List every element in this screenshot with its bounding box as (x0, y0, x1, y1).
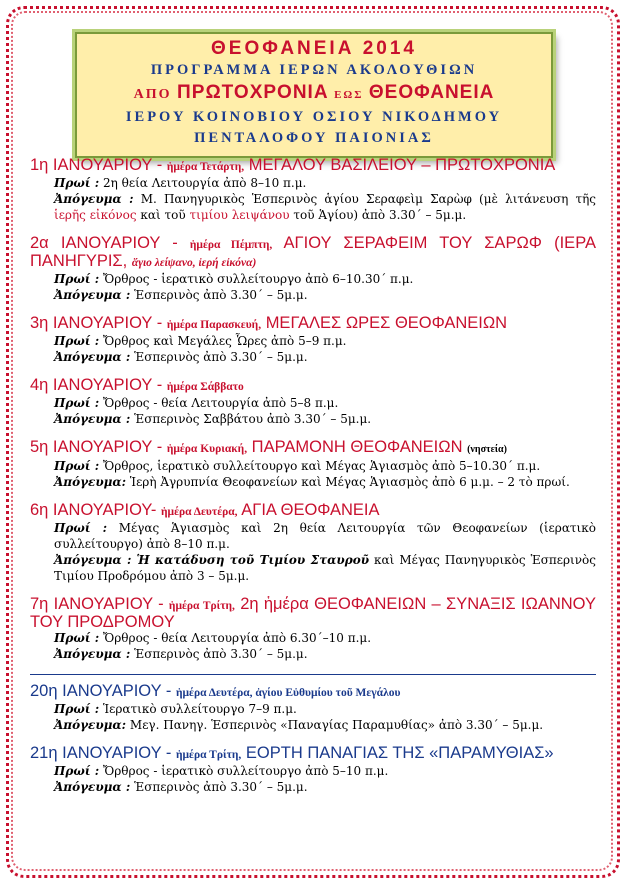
afternoon-line: Ἀπόγευμα : Ἑσπερινὸς ἀπὸ 3.30΄ – 5μ.μ. (54, 350, 308, 364)
header-line-range: ΑΠΟ ΠΡΩΤΟΧΡΟΝΙΑ ΕΩΣ ΘΕΟΦΑΝΕΙΑ (133, 82, 495, 103)
header-box (75, 32, 553, 158)
afternoon-line: Ἀπόγευμα : Ἡ κατάδυση τοῦ Τιμίου Σταυροῦ καὶ Μέγας Πανηγυρικὸς Ἑσπερινὸς Τιμίου Προδρόμου ἀπὸ 3 – 5μ.μ. (54, 553, 596, 583)
day-entry (30, 683, 596, 733)
morning-line: Πρωί : Μέγας Ἁγιασμὸς καὶ 2η θεία Λειτουργία τῶν Θεοφανείων (ἱερατικὸ συλλείτουργο) ἀπὸ 8–10 π.μ. (54, 521, 596, 551)
morning-line: Πρωί : Ὄρθρος - ἱερατικὸ συλλείτουργο ἀπὸ 5–10 π.μ. (54, 764, 389, 778)
day-entry (30, 596, 596, 662)
header-line-location: ΠΕΝΤΑΛΟΦΟΥ ΠΑΙΟΝΙΑΣ (194, 130, 434, 146)
afternoon-line: Ἀπόγευμα: Ἱερὴ Ἀγρυπνία Θεοφανείων καὶ Μέγας Ἁγιασμὸς ἀπὸ 6 μ.μ. – 2 τὸ πρωί. (54, 475, 570, 489)
afternoon-line: Ἀπόγευμα: Μεγ. Πανηγ. Ἑσπερινὸς «Παναγίας Παραμυθίας» ἀπὸ 3.30΄ – 5μ.μ. (54, 718, 544, 732)
day-entry (30, 439, 596, 490)
morning-line: Πρωί : Ἱερατικὸ συλλείτουργο 7–9 π.μ. (54, 702, 297, 716)
day-entry (30, 157, 596, 223)
morning-line: Πρωί : 2η θεία Λειτουργία ἀπὸ 8–10 π.μ. (54, 176, 307, 190)
morning-line: Πρωί : Ὄρθρος - θεία Λειτουργία ἀπὸ 6.30΄–10 π.μ. (54, 631, 372, 645)
page-title: ΘΕΟΦΑΝΕΙΑ 2014 (211, 38, 417, 59)
morning-line: Πρωί : Ὄρθρος - θεία Λειτουργία ἀπὸ 5–8 π.μ. (54, 396, 339, 410)
day-heading: 5η ΙΑΝΟΥΑΡΙΟΥ - ἡμέρα Κυριακή, ΠΑΡΑΜΟΝΗ ΘΕΟΦΑΝΕΙΩΝ (νηστεία) (30, 438, 507, 456)
day-heading: 4η ΙΑΝΟΥΑΡΙΟΥ - ἡμέρα Σάββατο (30, 376, 244, 394)
day-heading: 20η ΙΑΝΟΥΑΡΙΟΥ - ἡμέρα Δευτέρα, ἁγίου Εὐθυμίου τοῦ Μεγάλου (30, 682, 401, 700)
day-entry (30, 377, 596, 427)
day-entry (30, 502, 596, 584)
morning-line: Πρωί : Ὄρθρος - ἱερατικὸ συλλείτουργο ἀπὸ 6–10.30΄ π.μ. (54, 272, 414, 286)
day-heading: 6η ΙΑΝΟΥΑΡΙΟΥ- ἡμέρα Δευτέρα, ΑΓΙΑ ΘΕΟΦΑΝΕΙΑ (30, 501, 380, 519)
day-heading: 21η ΙΑΝΟΥΑΡΙΟΥ - ἡμέρα Τρίτη, ΕΟΡΤΗ ΠΑΝΑΓΙΑΣ ΤΗΣ «ΠΑΡΑΜΥΘΙΑΣ» (30, 744, 554, 762)
afternoon-line: Ἀπόγευμα : Μ. Πανηγυρικὸς Ἑσπερινὸς ἁγίου Σεραφεὶμ Σαρὼφ (μὲ λιτάνευση τῆς ἱερῆς εἰκόνος καὶ τοῦ τιμίου λειψάνου τοῦ Ἁγίου) ἀπὸ 3.30΄ – 5μ.μ. (54, 192, 597, 222)
day-entry (30, 745, 596, 795)
afternoon-line: Ἀπόγευμα : Ἑσπερινὸς ἀπὸ 3.30΄ – 5μ.μ. (54, 647, 308, 661)
schedule (30, 157, 596, 807)
afternoon-line: Ἀπόγευμα : Ἑσπερινὸς ἀπὸ 3.30΄ – 5μ.μ. (54, 288, 308, 302)
morning-line: Πρωί : Ὄρθρος, ἱερατικὸ συλλείτουργο καὶ Μέγας Ἁγιασμὸς ἀπὸ 5–10.30΄ π.μ. (54, 459, 541, 473)
header-line-program: ΠΡΟΓΡΑΜΜΑ ΙΕΡΩΝ ΑΚΟΛΟΥΘΙΩΝ (150, 62, 478, 78)
day-heading: 3η ΙΑΝΟΥΑΡΙΟΥ - ἡμέρα Παρασκευή, ΜΕΓΑΛΕΣ ΩΡΕΣ ΘΕΟΦΑΝΕΙΩΝ (30, 314, 508, 332)
day-heading: 7η ΙΑΝΟΥΑΡΙΟΥ - ἡμέρα Τρίτη, 2η ἡμέρα ΘΕΟΦΑΝΕΙΩΝ – ΣΥΝΑΞΙΣ ΙΩΑΝΝΟΥ ΤΟΥ ΠΡΟΔΡΟΜΟΥ (30, 595, 596, 631)
day-entry (30, 235, 596, 303)
afternoon-line: Ἀπόγευμα : Ἑσπερινὸς ἀπὸ 3.30΄ – 5μ.μ. (54, 780, 308, 794)
day-entry (30, 315, 596, 365)
day-heading: 1η ΙΑΝΟΥΑΡΙΟΥ - ἡμέρα Τετάρτη, ΜΕΓΑΛΟΥ ΒΑΣΙΛΕΙΟΥ – ΠΡΩΤΟΧΡΟΝΙΑ (30, 156, 556, 174)
day-heading: 2α ΙΑΝΟΥΑΡΙΟΥ - ἡμέρα Πέμπτη, ΑΓΙΟΥ ΣΕΡΑΦΕΙΜ ΤΟΥ ΣΑΡΩΦ (ΙΕΡΑ ΠΑΝΗΓΥΡΙΣ, ἅγιο λείψανο, ἱερή εἰκόνα) (30, 234, 596, 270)
morning-line: Πρωί : Ὄρθρος καὶ Μεγάλες Ὧρες ἀπὸ 5–9 π.μ. (54, 334, 347, 348)
header-line-monastery: ΙΕΡΟΥ ΚΟΙΝΟΒΙΟΥ ΟΣΙΟΥ ΝΙΚΟΔΗΜΟΥ (125, 109, 503, 125)
afternoon-line: Ἀπόγευμα : Ἑσπερινὸς Σαββάτου ἀπὸ 3.30΄ – 5μ.μ. (54, 412, 372, 426)
section-divider (30, 674, 596, 675)
